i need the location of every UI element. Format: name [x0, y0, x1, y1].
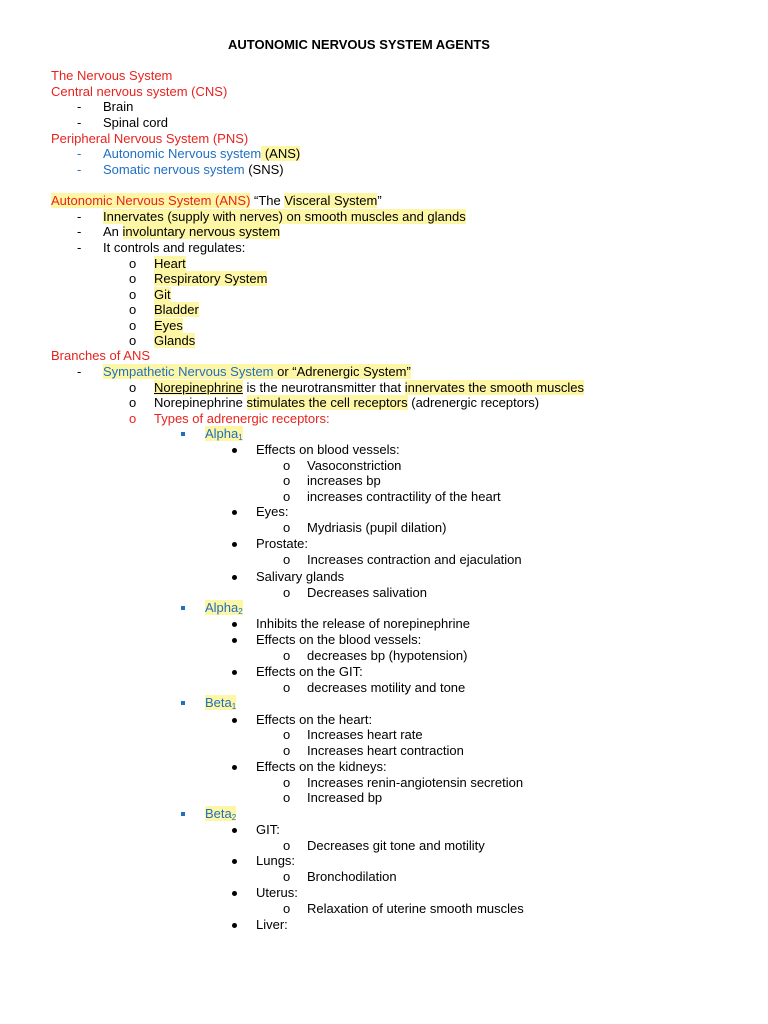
beta2-label — [205, 806, 236, 821]
alpha2-text: Alpha — [205, 600, 239, 615]
alpha1-vasoconstriction: Vasoconstriction — [307, 458, 402, 473]
norepinephrine-prefix: Norepinephrine — [154, 395, 247, 410]
beta2-git: GIT: — [256, 822, 280, 837]
circle-marker: o — [283, 552, 291, 567]
alpha1-mydriasis: Mydriasis (pupil dilation) — [307, 520, 447, 535]
circle-marker: o — [129, 395, 137, 410]
circle-marker: o — [283, 473, 291, 488]
pns-heading: Peripheral Nervous System (PNS) — [51, 131, 249, 146]
bullet-dot-icon — [232, 510, 237, 515]
norepinephrine-mid: is the neurotransmitter that — [242, 380, 405, 395]
ans-abbr: (ANS) — [261, 146, 301, 161]
alpha1-contractility: increases contractility of the heart — [307, 489, 501, 504]
sympathetic-line — [103, 364, 411, 379]
alpha1-prostate: Prostate: — [256, 536, 309, 551]
alpha2-sub: 2 — [238, 607, 243, 616]
beta2-uterus: Uterus: — [256, 885, 298, 900]
nervous-system-heading: The Nervous System — [51, 68, 173, 83]
alpha2-motility: decreases motility and tone — [307, 680, 466, 695]
ans-heading-main: Autonomic Nervous System (ANS) — [51, 193, 251, 208]
organ-bladder: Bladder — [154, 302, 199, 317]
sns-abbr: (SNS) — [244, 162, 284, 177]
circle-marker: o — [283, 489, 291, 504]
circle-marker: o — [283, 458, 291, 473]
organ-eyes: Eyes — [154, 318, 183, 333]
bullet-dot-icon — [232, 622, 237, 627]
cns-heading: Central nervous system (CNS) — [51, 84, 228, 99]
square-bullet-icon — [181, 701, 185, 705]
beta1-heart-contraction: Increases heart contraction — [307, 743, 464, 758]
beta1-text: Beta — [205, 695, 232, 710]
circle-marker: o — [283, 743, 291, 758]
alpha1-blood-vessels: Effects on blood vessels: — [256, 442, 400, 457]
square-bullet-icon — [181, 432, 185, 436]
bullet-dot-icon — [232, 638, 237, 643]
alpha1-salivary: Salivary glands — [256, 569, 345, 584]
bullet-dot-icon — [232, 891, 237, 896]
beta1-kidneys: Effects on the kidneys: — [256, 759, 387, 774]
square-bullet-icon — [181, 606, 185, 610]
dash-marker: - — [77, 162, 82, 177]
alpha2-inhibits: Inhibits the release of norepinephrine — [256, 616, 470, 631]
pns-item-ans — [103, 146, 300, 161]
alpha1-label — [205, 426, 243, 441]
dash-marker: - — [77, 209, 82, 224]
adrenergic-system: or “Adrenergic System” — [273, 364, 411, 379]
alpha2-blood-vessels: Effects on the blood vessels: — [256, 632, 422, 647]
circle-marker: o — [129, 411, 137, 426]
bullet-dot-icon — [232, 718, 237, 723]
alpha1-ejaculation: Increases contraction and ejaculation — [307, 552, 522, 567]
dash-marker: - — [77, 364, 82, 379]
pns-item-sns — [103, 162, 284, 177]
bullet-dot-icon — [232, 670, 237, 675]
dash-marker: - — [77, 240, 82, 255]
visceral-system: Visceral System — [284, 193, 378, 208]
ans-point-involuntary-prefix: An — [103, 224, 123, 239]
alpha1-salivation: Decreases salivation — [307, 585, 427, 600]
circle-marker: o — [283, 680, 291, 695]
circle-marker: o — [283, 901, 291, 916]
ans-heading-quote-open: “The — [250, 193, 285, 208]
alpha2-hypotension: decreases bp (hypotension) — [307, 648, 468, 663]
involuntary-nervous-system: involuntary nervous system — [122, 224, 281, 239]
cns-item-brain: Brain — [103, 99, 134, 114]
ans-label: Autonomic Nervous system — [103, 146, 262, 161]
beta1-sub: 1 — [231, 702, 237, 711]
beta1-renin: Increases renin-angiotensin secretion — [307, 775, 524, 790]
dash-marker: - — [77, 224, 82, 239]
beta1-heart: Effects on the heart: — [256, 712, 373, 727]
circle-marker: o — [129, 256, 137, 271]
ans-point-involuntary — [103, 224, 280, 239]
circle-marker: o — [129, 380, 137, 395]
bullet-dot-icon — [232, 448, 237, 453]
document-title: AUTONOMIC NERVOUS SYSTEM AGENTS — [228, 37, 490, 52]
alpha2-git: Effects on the GIT: — [256, 664, 363, 679]
square-bullet-icon — [181, 812, 185, 816]
ans-heading-quote-close: ” — [377, 193, 382, 208]
branches-heading: Branches of ANS — [51, 348, 150, 363]
organ-respiratory: Respiratory System — [154, 271, 268, 286]
bullet-dot-icon — [232, 542, 237, 547]
ans-heading — [51, 193, 382, 208]
organ-heart: Heart — [154, 256, 186, 271]
alpha2-label — [205, 600, 243, 615]
bullet-dot-icon — [232, 828, 237, 833]
organ-glands: Glands — [154, 333, 196, 348]
beta1-heart-rate: Increases heart rate — [307, 727, 423, 742]
beta2-git-tone: Decreases git tone and motility — [307, 838, 485, 853]
circle-marker: o — [283, 520, 291, 535]
circle-marker: o — [129, 318, 137, 333]
alpha1-eyes: Eyes: — [256, 504, 289, 519]
bullet-dot-icon — [232, 923, 237, 928]
ans-point-controls: It controls and regulates: — [103, 240, 246, 255]
beta2-uterine-relaxation: Relaxation of uterine smooth muscles — [307, 901, 524, 916]
dash-marker: - — [77, 115, 82, 130]
bullet-dot-icon — [232, 765, 237, 770]
circle-marker: o — [129, 333, 137, 348]
circle-marker: o — [283, 838, 291, 853]
circle-marker: o — [283, 790, 291, 805]
organ-git: Git — [154, 287, 171, 302]
beta2-sub: 2 — [231, 813, 237, 822]
ans-point-innervates: Innervates (supply with nerves) on smooth muscles and glands — [103, 209, 466, 224]
norepinephrine-term: Norepinephrine — [154, 380, 243, 395]
adrenergic-receptors: (adrenergic receptors) — [407, 395, 540, 410]
sns-label: Somatic nervous system — [103, 162, 245, 177]
cns-item-spinal-cord: Spinal cord — [103, 115, 169, 130]
innervates-smooth-muscles: innervates the smooth muscles — [404, 380, 584, 395]
circle-marker: o — [283, 869, 291, 884]
circle-marker: o — [129, 302, 137, 317]
beta1-label — [205, 695, 236, 710]
dash-marker: - — [77, 146, 82, 161]
sympathetic-label: Sympathetic Nervous System — [103, 364, 274, 379]
circle-marker: o — [283, 775, 291, 790]
circle-marker: o — [129, 271, 137, 286]
beta2-bronchodilation: Bronchodilation — [307, 869, 397, 884]
circle-marker: o — [283, 648, 291, 663]
circle-marker: o — [129, 287, 137, 302]
beta1-increased-bp: Increased bp — [307, 790, 383, 805]
alpha1-increases-bp: increases bp — [307, 473, 381, 488]
types-heading: Types of adrenergic receptors: — [154, 411, 330, 426]
circle-marker: o — [283, 727, 291, 742]
beta2-liver: Liver: — [256, 917, 288, 932]
norepinephrine-line-2 — [154, 395, 539, 410]
norepinephrine-line-1 — [154, 380, 584, 395]
dash-marker: - — [77, 99, 82, 114]
beta2-text: Beta — [205, 806, 232, 821]
stimulates-receptors: stimulates the cell receptors — [246, 395, 408, 410]
bullet-dot-icon — [232, 859, 237, 864]
alpha1-text: Alpha — [205, 426, 239, 441]
beta2-lungs: Lungs: — [256, 853, 296, 868]
circle-marker: o — [283, 585, 291, 600]
bullet-dot-icon — [232, 575, 237, 580]
alpha1-sub: 1 — [238, 433, 243, 442]
